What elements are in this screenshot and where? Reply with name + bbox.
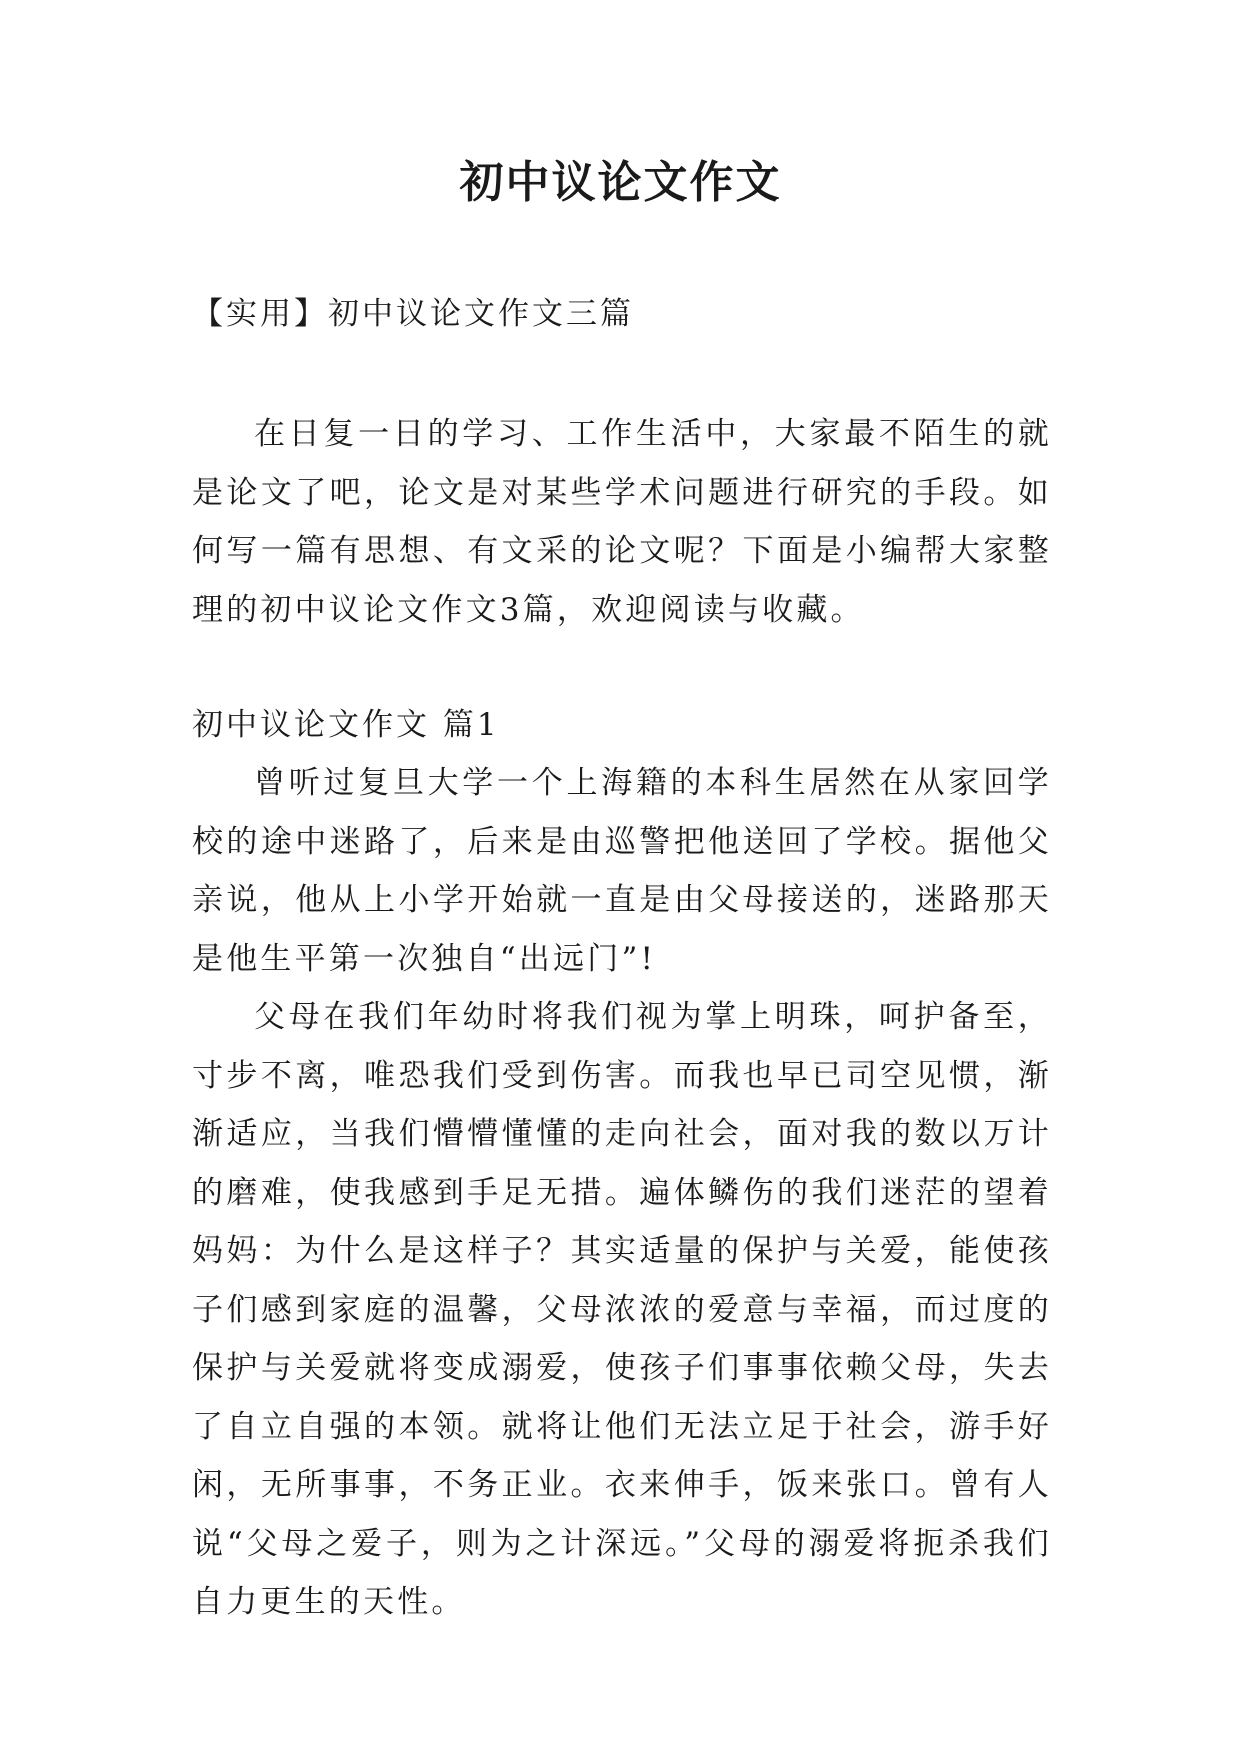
document-title: 初中议论文作文 xyxy=(459,157,782,208)
intro-paragraph: 在日复一日的学习、工作生活中，大家最不陌生的就是论文了吧，论文是对某些学术问题进行研究的手段。如何写一篇有思想、有文采的论文呢？下面是小编帮大家整理的初中议论文作文3篇，欢迎阅读与收藏。 xyxy=(192,416,1052,628)
section-1 xyxy=(192,700,1052,1632)
intro-block xyxy=(192,405,1052,639)
section-1-paragraph-2: 父母在我们年幼时将我们视为掌上明珠，呵护备至，寸步不离，唯恐我们受到伤害。而我也早已司空见惯，渐渐适应，当我们懵懵懂懂的走向社会，面对我的数以万计的磨难，使我感到手足无措。遍体鳞伤的我们迷茫的望着妈妈：为什么是这样子？其实适量的保护与关爱，能使孩子们感到家庭的温馨，父母浓浓的爱意与幸福，而过度的保护与关爱就将变成溺爱，使孩子们事事依赖父母，失去了自立自强的本领。就将让他们无法立足于社会，游手好闲，无所事事，不务正业。衣来伸手，饭来张口。曾有人说“父母之爱子，则为之计深远。”父母的溺爱将扼杀我们自力更生的天性。 xyxy=(192,999,1052,1620)
document-subtitle: 【实用】初中议论文作文三篇 xyxy=(192,296,634,332)
section-1-heading: 初中议论文作文 篇1 xyxy=(192,707,500,743)
section-1-paragraph-1: 曾听过复旦大学一个上海籍的本科生居然在从家回学校的途中迷路了，后来是由巡警把他送回了学校。据他父亲说，他从上小学开始就一直是由父母接送的，迷路那天是他生平第一次独自“出远门”! xyxy=(192,765,1052,977)
